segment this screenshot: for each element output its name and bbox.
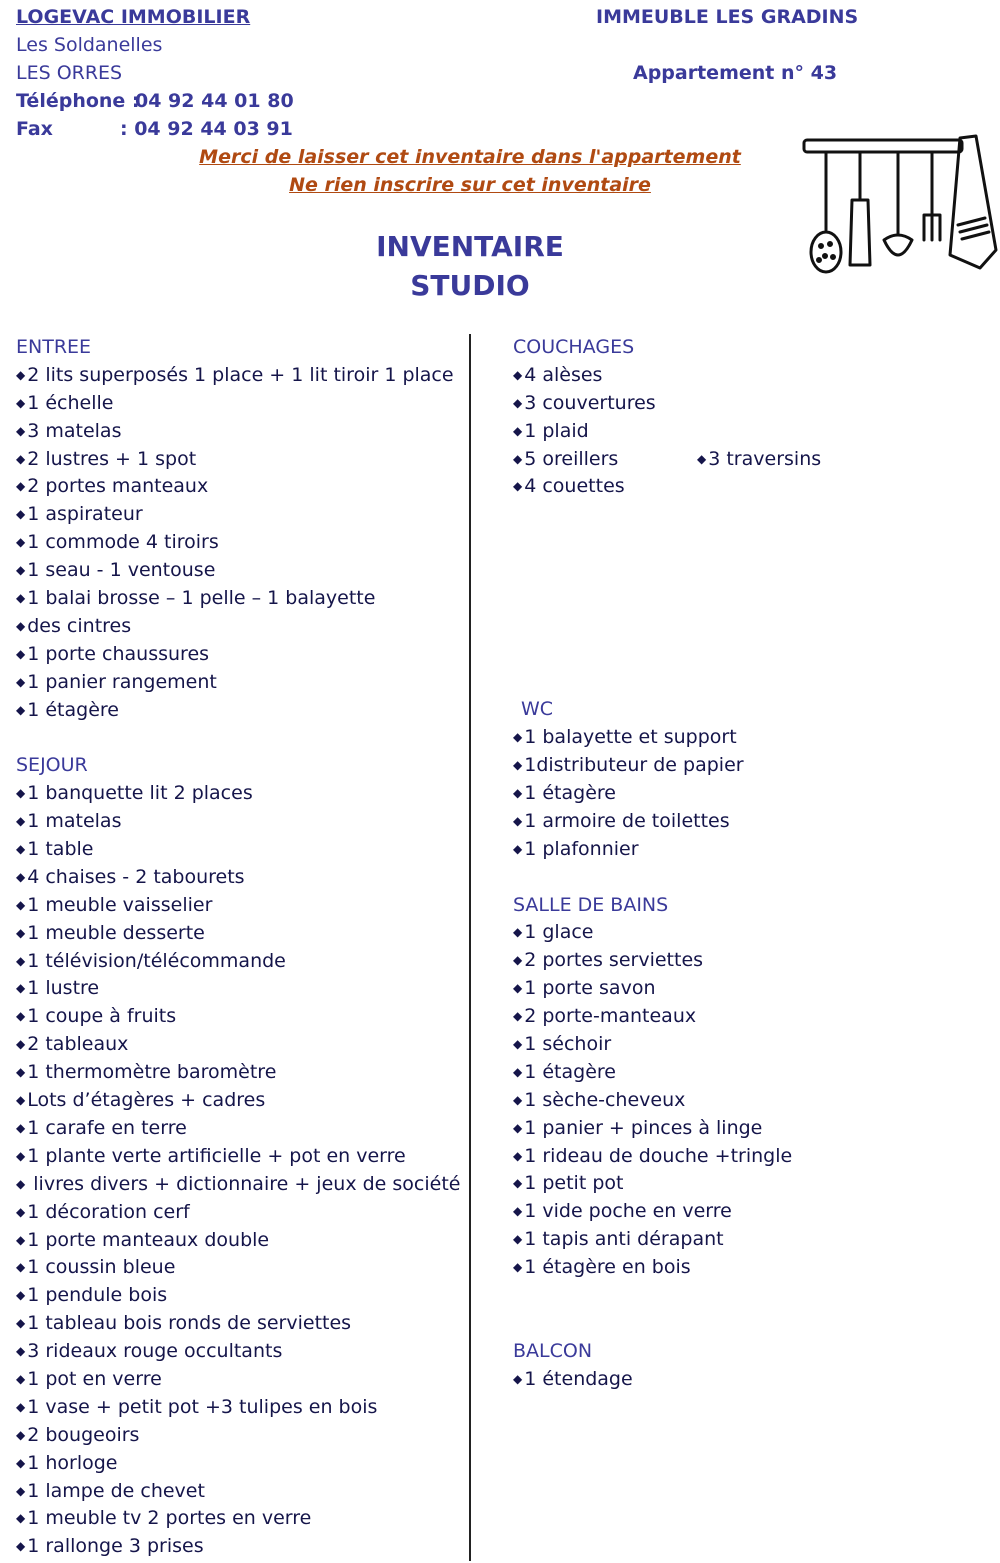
list-item [16,1282,464,1310]
list-item [16,641,464,669]
fax-line [16,118,293,140]
list-item [513,1143,993,1171]
bullet-icon: ◆ [16,1037,26,1052]
bullet-icon: ◆ [16,535,26,550]
bullet-icon: ◆ [513,730,523,745]
list-item-text: 1 balayette et support [524,726,737,749]
list-item [16,780,464,808]
list-item [513,1059,993,1087]
bullet-icon: ◆ [16,563,26,578]
bullet-icon: ◆ [16,702,26,717]
list-item [16,697,464,725]
list-item-text: 1 banquette lit 2 places [27,782,253,805]
list-item [16,920,464,948]
list-item [16,1115,464,1143]
bullet-icon: ◆ [513,1064,523,1079]
list-item-text: 1 horloge [27,1451,118,1474]
list-sejour [16,780,464,1561]
list-item-text: 1 carafe en terre [27,1116,187,1139]
list-item-text: 1 balai brosse – 1 pelle – 1 balayette [27,587,376,610]
bullet-icon: ◆ [16,674,26,689]
bullet-icon: ◆ [16,1120,26,1135]
fax-label: Fax [16,118,53,140]
list-item-text: 1 lampe de chevet [27,1479,205,1502]
bullet-icon: ◆ [16,1344,26,1359]
bullet-icon: ◆ [513,981,523,996]
list-item-text: 1 plafonnier [524,837,639,860]
list-balcon [513,1366,993,1394]
list-item [513,1226,993,1254]
address-line-1: Les Soldanelles [16,34,163,56]
apartment-number: Appartement n° 43 [633,62,838,84]
list-item-text: 2 porte-manteaux [524,1005,697,1028]
bullet-icon: ◆ [513,925,523,940]
notice-line-2: Ne rien inscrire sur cet inventaire [289,174,651,196]
bullet-icon: ◆ [16,591,26,606]
bullet-icon: ◆ [16,1176,26,1191]
list-item-text: 2 bougeoirs [27,1423,140,1446]
list-item [513,752,993,780]
list-item-text: 1 étagère en bois [524,1256,691,1279]
bullet-icon: ◆ [16,367,26,382]
bullet-icon: ◆ [16,981,26,996]
list-item-text: 1 décoration cerf [27,1200,190,1223]
list-item [16,1031,464,1059]
list-item [16,1087,464,1115]
list-item-text: 2 lits superposés 1 place + 1 lit tiroir 1 place [27,363,454,386]
bullet-icon: ◆ [513,841,523,856]
list-item-text: 1 étagère [524,1060,616,1083]
list-item [16,892,464,920]
list-item [16,1450,464,1478]
list-item [513,947,993,975]
bullet-icon: ◆ [513,786,523,801]
list-item-text: 1 table [27,838,94,861]
list-item [513,975,993,1003]
bullet-icon: ◆ [513,479,523,494]
list-item [513,1170,993,1198]
list-item-text: 1 étagère [27,698,119,721]
list-item [16,836,464,864]
list-item-text: 1distributeur de papier [524,754,744,777]
bullet-icon: ◆ [16,423,26,438]
list-item [16,1003,464,1031]
building-name: IMMEUBLE LES GRADINS [596,6,859,28]
bullet-icon: ◆ [16,1539,26,1554]
kitchen-utensils-icon [800,130,1000,275]
list-item-text: 2 lustres + 1 spot [27,447,197,470]
list-item-text: 1 étagère [524,782,616,805]
list-item [16,613,464,641]
list-item-text: Lots d’étagères + cadres [27,1089,266,1112]
list-item-text: 1 pot en verre [27,1367,162,1390]
list-item [513,473,993,501]
list-item-text: 1 porte savon [524,977,656,1000]
bullet-icon: ◆ [16,786,26,801]
list-item [16,418,464,446]
list-item-text: 1 rideau de douche +tringle [524,1144,793,1167]
list-item-text: 1 tapis anti dérapant [524,1228,724,1251]
list-item-text: 1 meuble tv 2 portes en verre [27,1507,312,1530]
list-item-text: 1 panier rangement [27,670,217,693]
bullet-icon: ◆ [513,1092,523,1107]
list-item [513,418,993,446]
list-item [16,501,464,529]
list-item-text: 1 télévision/télécommande [27,949,286,972]
bullet-icon: ◆ [16,897,26,912]
list-item-text: 1 commode 4 tiroirs [27,531,219,554]
phone-line [16,90,294,112]
list-item [513,446,993,474]
list-item-text: 1 coupe à fruits [27,1005,177,1028]
bullet-icon: ◆ [16,814,26,829]
address-line-2: LES ORRES [16,62,123,84]
left-column [16,334,464,1561]
list-item-text: 3 traversins [708,447,822,470]
list-item [16,808,464,836]
bullet-icon: ◆ [513,1120,523,1135]
list-item [16,948,464,976]
list-item-text: 2 portes manteaux [27,475,209,498]
list-item [16,1254,464,1282]
list-item-text: 4 couettes [524,475,625,498]
list-item [16,557,464,585]
list-item [513,1087,993,1115]
list-item [16,529,464,557]
bullet-icon: ◆ [513,1148,523,1163]
bullet-icon: ◆ [16,618,26,633]
bullet-icon: ◆ [16,1399,26,1414]
bullet-icon: ◆ [513,1037,523,1052]
list-item [16,975,464,1003]
bullet-icon: ◆ [16,842,26,857]
list-item [16,1199,464,1227]
list-item [16,1227,464,1255]
list-item-text: 2 portes serviettes [524,949,704,972]
notice-line-1: Merci de laisser cet inventaire dans l'appartement [199,146,741,168]
bullet-icon: ◆ [16,953,26,968]
list-item-text: 3 matelas [27,419,122,442]
bullet-icon: ◆ [16,1483,26,1498]
list-item-text: 1 armoire de toilettes [524,809,730,832]
bullet-icon: ◆ [16,1511,26,1526]
list-wc [513,724,993,863]
list-item [513,836,993,864]
list-item-text: 1 glace [524,921,594,944]
list-item [513,724,993,752]
list-item-text: 1 coussin bleue [27,1256,176,1279]
section-title-balcon: BALCON [513,1339,593,1362]
list-item [513,1031,993,1059]
list-item [513,362,993,390]
list-item [513,390,993,418]
list-item [513,780,993,808]
bullet-icon: ◆ [513,395,523,410]
list-item-text: 1 matelas [27,810,122,833]
bullet-icon: ◆ [513,1009,523,1024]
list-item [16,1422,464,1450]
list-item [16,669,464,697]
list-item-text: 1 sèche-cheveux [524,1088,686,1111]
bullet-icon: ◆ [513,1260,523,1275]
bullet-icon: ◆ [16,1232,26,1247]
bullet-icon: ◆ [513,367,523,382]
list-item-extra [697,446,821,476]
bullet-icon: ◆ [16,1260,26,1275]
list-item-text: 4 alèses [524,363,603,386]
list-item-text: 3 rideaux rouge occultants [27,1340,283,1363]
list-item-text: 1 vide poche en verre [524,1200,732,1223]
list-item [16,1338,464,1366]
bullet-icon: ◆ [16,1288,26,1303]
list-item-text: 1 plante verte artificielle + pot en verre [27,1144,406,1167]
list-item [513,808,993,836]
bullet-icon: ◆ [16,479,26,494]
bullet-icon: ◆ [16,1316,26,1331]
list-item-text: 2 tableaux [27,1033,129,1056]
column-divider [469,334,471,1561]
section-title-wc: WC [521,698,554,721]
list-entree [16,362,464,725]
page-subtitle: STUDIO [410,269,530,302]
section-title-sejour: SEJOUR [16,754,88,777]
section-title-entree: ENTREE [16,336,92,358]
list-item-text: 1 panier + pinces à linge [524,1116,763,1139]
list-item [513,1198,993,1226]
list-item [513,1003,993,1031]
list-item [16,1478,464,1506]
list-item-text: 1 lustre [27,977,100,1000]
list-item [513,1115,993,1143]
list-item [16,1310,464,1338]
page-title: INVENTAIRE [376,230,564,263]
list-item-text: 1 petit pot [524,1172,624,1195]
list-item-text: 1 rallonge 3 prises [27,1535,204,1558]
phone-value: 04 92 44 01 80 [135,90,294,112]
bullet-icon: ◆ [513,953,523,968]
list-item [513,1254,993,1282]
bullet-icon: ◆ [16,1093,26,1108]
agency-name: LOGEVAC IMMOBILIER [16,6,251,28]
bullet-icon: ◆ [16,646,26,661]
list-item-text: 1 plaid [524,419,589,442]
bullet-icon: ◆ [16,1455,26,1470]
list-item [513,919,993,947]
phone-label: Téléphone : [16,90,140,112]
bullet-icon: ◆ [513,813,523,828]
list-item [16,1143,464,1171]
list-item-text: 3 couvertures [524,391,656,414]
fax-value: : 04 92 44 03 91 [120,118,293,140]
bullet-icon: ◆ [16,1009,26,1024]
list-item-text: 1 vase + petit pot +3 tulipes en bois [27,1395,378,1418]
bullet-icon: ◆ [16,1427,26,1442]
list-item-text: 1 échelle [27,391,114,414]
bullet-icon: ◆ [513,451,523,466]
bullet-icon: ◆ [16,451,26,466]
bullet-icon: ◆ [513,1176,523,1191]
list-item-text: 1 tableau bois ronds de serviettes [27,1312,352,1335]
bullet-icon: ◆ [16,1065,26,1080]
section-title-couchages: COUCHAGES [513,336,635,358]
list-item [16,1171,464,1199]
list-item-text: 1 meuble desserte [27,921,205,944]
bullet-icon: ◆ [16,869,26,884]
bullet-icon: ◆ [16,1204,26,1219]
list-couchages [513,362,993,501]
list-item-text: 1 seau - 1 ventouse [27,559,216,582]
bullet-icon: ◆ [513,1204,523,1219]
list-item-text: 1 meuble vaisselier [27,893,213,916]
list-item [513,1366,993,1394]
bullet-icon: ◆ [513,1371,523,1386]
bullet-icon: ◆ [16,925,26,940]
list-item-text: des cintres [27,614,132,637]
bullet-icon: ◆ [16,507,26,522]
bullet-icon: ◆ [513,1232,523,1247]
bullet-icon: ◆ [16,395,26,410]
list-item [16,1366,464,1394]
list-item [16,362,464,390]
list-item [16,864,464,892]
list-item-text: 1 thermomètre baromètre [27,1061,277,1084]
list-item [16,390,464,418]
list-salle-de-bains [513,919,993,1282]
list-item [16,1505,464,1533]
list-item-text: 1 étendage [524,1367,633,1390]
list-item-text: 1 porte manteaux double [27,1228,270,1251]
list-item [16,473,464,501]
bullet-icon: ◆ [513,423,523,438]
section-title-salle-de-bains: SALLE DE BAINS [513,893,669,916]
list-item [16,1059,464,1087]
list-item [16,1394,464,1422]
bullet-icon: ◆ [16,1371,26,1386]
list-item-text: 4 chaises - 2 tabourets [27,865,245,888]
list-item-text: livres divers + dictionnaire + jeux de société [27,1172,461,1195]
list-item [16,1533,464,1561]
list-item-text: 5 oreillers [524,447,619,470]
list-item-text: 1 séchoir [524,1033,612,1056]
bullet-icon: ◆ [16,1148,26,1163]
bullet-icon: ◆ [513,758,523,773]
list-item-text: 1 pendule bois [27,1284,168,1307]
right-column [513,334,993,1394]
list-item-text: 1 porte chaussures [27,642,210,665]
list-item [16,446,464,474]
list-item-text: 1 aspirateur [27,503,143,526]
list-item [16,585,464,613]
bullet-icon: ◆ [697,451,707,466]
